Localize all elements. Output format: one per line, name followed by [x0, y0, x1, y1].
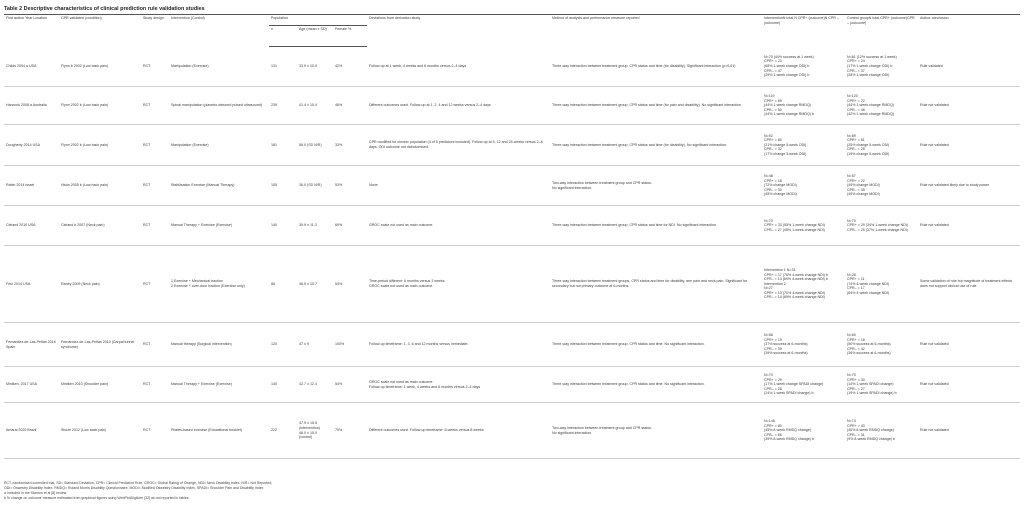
header-intervention: Intervention (Control): [169, 15, 269, 47]
cell-intervention-group: N=58 CPR+ = 19 (37% success at 6-months) CPR– = 39 (39% success at 6-months): [762, 323, 845, 367]
cell-method: Three-way interaction between treatment group, CPR status and time (for disability). No significant interaction.: [550, 125, 762, 166]
cell-control-group: N=120 CPR+ = 72 (44% 1-week change RMDQ) CPR– = 48 (42% 1-week change RMDQ): [845, 87, 918, 125]
header-conclusion: Author conclusion: [918, 15, 1020, 47]
cell-conclusion: Rule not validated likely due to study power: [918, 166, 1020, 206]
cell-age: 47.9 ± 15.5 (intervention) 48.0 ± 15.0 (control): [297, 403, 333, 459]
cell-deviations: GROC scale not used as main outcome. Follow-up timeframe: 1 week, 4 weeks and 6 months versus 2–4 days: [367, 367, 550, 403]
cell-intervention-group: N=148 CPR+ = 80 (45% 8-week RMDQ change) CPR– = 66 (39% 8-week RMDQ change) b: [762, 403, 845, 459]
cell-control-group: N=70 CPR+ = 29 (34% 1-week change NDI) CPR– = 25 (37% 1-week change NDI): [845, 206, 918, 246]
cell-intervention: Manipulation (Exercise): [169, 47, 269, 87]
cell-author: Amaral 2020 Brazil: [4, 403, 59, 459]
cell-design: RCT: [141, 323, 169, 367]
cell-author: Mintken, 2017 USA: [4, 367, 59, 403]
cell-age: 56.0 (SD N/R): [297, 125, 333, 166]
cell-design: RCT: [141, 47, 169, 87]
cell-design: RCT: [141, 87, 169, 125]
cell-design: RCT: [141, 206, 169, 246]
table-footnotes: [4, 481, 1020, 501]
cell-age: 33.9 ± 10.9: [297, 47, 333, 87]
cell-design: RCT: [141, 246, 169, 323]
cell-age: 46.9 ± 10.7: [297, 246, 333, 323]
cell-deviations: CPR modified for chronic population (4 of 5 predictors included). Follow-up at 5, 12 and 24-weeks versus 2–8 days. ODI outcome not dichotomised.: [367, 125, 550, 166]
cell-author: Fritz 2014 USA: [4, 246, 59, 323]
cell-intervention-group: N=70 (44% success at 1 week) CPR+ = 23 (68% 1-week change ODI) b CPR– = 47 (29% 1-week change ODI) b: [762, 47, 845, 87]
cell-cpr: Raney 2009 (Neck pain): [59, 246, 141, 323]
cell-cpr: Flynn b 2002 (Low back pain): [59, 47, 141, 87]
cell-intervention-group: N=70 CPR+ = 33 (55% 1-week change NDI) CPR– = 27 (45% 1-week change NDI): [762, 206, 845, 246]
cell-author: Dougherty 2014 USA: [4, 125, 59, 166]
cell-control-group: N=89 CPR+ = 61 (25% change 5-week ODI) CPR– = 28 (19% change 5-week ODI): [845, 125, 918, 166]
cell-female: 100%: [333, 323, 367, 367]
table-body: [4, 47, 1020, 459]
cell-deviations: Time-period different: 6 months versus 3 weeks. GROC scale not used as main outcome.: [367, 246, 550, 323]
cell-n: 140: [269, 206, 297, 246]
cell-deviations: Different outcomes used. Follow-up timeframe: 6-weeks versus 8 weeks: [367, 403, 550, 459]
table-row: [4, 87, 1020, 125]
cell-intervention-group: N=119 CPR+ = 69 (44% 1-week change RMDQ) CPR– = 50 (44% 1-week change RMDQ) b: [762, 87, 845, 125]
table-row: [4, 166, 1020, 206]
table-row: [4, 367, 1020, 403]
header-population: Population: [269, 15, 367, 26]
cell-cpr: Fernández-de-Las-Peñas 2010 (Carpal tunnel syndrome): [59, 323, 141, 367]
footnote: a Included in the Stanton et al [8] review: [4, 491, 67, 495]
cell-intervention: Manipulation (Exercise): [169, 125, 269, 166]
cell-intervention-group: N=70 CPR+ = 29 (17% 1-week change SPADI change) CPR– = 28 (24% 1-week SPADI change) b: [762, 367, 845, 403]
cell-author: Rabin 2014 Israel: [4, 166, 59, 206]
header-female: Female %: [333, 26, 367, 47]
cell-female: 69%: [333, 206, 367, 246]
header-intervention-group: InterventionN total,N CPR+ (outcome)N CPR – (outcome): [762, 15, 845, 47]
cell-female: 54%: [333, 246, 367, 323]
cell-cpr: Flynn 2002 b (Low back pain): [59, 125, 141, 166]
table-head: [4, 15, 1020, 47]
table-row: [4, 47, 1020, 87]
table-row: [4, 125, 1020, 166]
cell-cpr: Mintken 2010 (Shoulder pain): [59, 367, 141, 403]
table-caption: Table 2 Descriptive characteristics of clinical prediction rule validation studies: [4, 6, 205, 12]
header-author: First author Year Location: [4, 15, 59, 47]
cell-conclusion: Rule not validated: [918, 87, 1020, 125]
cell-intervention: 1 Exercise + Mechanical traction 2 Exercise + over-door traction (Exercise only): [169, 246, 269, 323]
cell-author: Cleland 2010 USA: [4, 206, 59, 246]
header-method: Method of analysis and performance measure reported: [550, 15, 762, 47]
cell-design: RCT: [141, 403, 169, 459]
cell-design: RCT: [141, 367, 169, 403]
table-row: [4, 246, 1020, 323]
cell-conclusion: Rule validated: [918, 47, 1020, 87]
cell-design: RCT: [141, 125, 169, 166]
cell-n: 131: [269, 47, 297, 87]
cell-female: 53%: [333, 166, 367, 206]
cell-n: 120: [269, 323, 297, 367]
cell-deviations: GROC scale not used as main outcome.: [367, 206, 550, 246]
cell-n: 239: [269, 87, 297, 125]
validation-studies-table: [4, 14, 1020, 459]
cell-female: 42%: [333, 47, 367, 87]
cell-intervention-group: N=92 CPR+ = 60 (21% change 5-week ODI) CPR– = 32 (17% change 5-week ODI): [762, 125, 845, 166]
cell-conclusion: Rule not validated: [918, 206, 1020, 246]
cell-control-group: N=74 CPR+ = 43 (40% 8-week RMDQ change) CPR– = 31 (9% 8-week RMDQ change) b: [845, 403, 918, 459]
cell-intervention: Pilates-based exercise (Educational booklet): [169, 403, 269, 459]
cell-conclusion: Rule not validated: [918, 403, 1020, 459]
cell-design: RCT: [141, 166, 169, 206]
cell-n: 222: [269, 403, 297, 459]
table-row: [4, 403, 1020, 459]
footnote: b % change on outcome measure estimated from graphical figures using WebPlotDigitizer [32] as not reported in tables.: [4, 496, 190, 500]
cell-deviations: None: [367, 166, 550, 206]
cell-control-group: N=57 CPR+ = 22 (49% change MODI) CPR– = 35 (49% change MODI): [845, 166, 918, 206]
cell-intervention-group: N=48 CPR+ = 18 (72% change MODI) CPR– = 30 (45% change MODI): [762, 166, 845, 206]
cell-deviations: Follow-up timeframe: 1, 3, 6 and 12 months versus immediate.: [367, 323, 550, 367]
cell-n: 105: [269, 166, 297, 206]
cell-cpr: Flynn 2002 b (Low back pain): [59, 87, 141, 125]
cell-conclusion: Rule not validated: [918, 367, 1020, 403]
cell-intervention-group: Intervention 1 N=31 CPR+ = 17 (76% 4-week change NDI) b CPR– = 14 (69% 4-week change NDI) b Intervention 2 N=27 CPR+ = 13 (70% 4-week change NDI) CPR– = 14 (69% 4-week change NDI): [762, 246, 845, 323]
cell-method: Three-way interaction between treatment group, CPR status and time. No significant interaction.: [550, 367, 762, 403]
cell-control-group: N=28 CPR+ = 11 (74% 4-week change NDI) CPR– = 17 (64% 4-week change NDI): [845, 246, 918, 323]
cell-cpr: Cleland b 2007 (Neck pain): [59, 206, 141, 246]
cell-intervention: Spinal manipulation (placebo-detuned pulsed ultrasound): [169, 87, 269, 125]
header-deviations: Deviations from derivation study: [367, 15, 550, 47]
cell-author: Childs 2004 a USA: [4, 47, 59, 87]
cell-author: Fernández-de-Las-Peñas 2016 Spain: [4, 323, 59, 367]
cell-method: Three-way interaction between treatment groups, CPR status and time for disability, arm pain and neck pain. Significant for secondary but not primary outcome at 6-months.: [550, 246, 762, 323]
header-age: Age (mean ± SD): [297, 26, 333, 47]
cell-n: 181: [269, 125, 297, 166]
cell-cpr: Stolze 2012 (Low back pain): [59, 403, 141, 459]
cell-age: 47 ± 9: [297, 323, 333, 367]
header-control-group: Control groupN total,CPR+ (outcome)CPR – (outcome): [845, 15, 918, 47]
cell-control-group: N=60 CPR+ = 18 (50% success at 6-months) CPR– = 42 (36% success at 6-months): [845, 323, 918, 367]
cell-female: 75%: [333, 403, 367, 459]
cell-n: 86: [269, 246, 297, 323]
cell-female: 54%: [333, 367, 367, 403]
cell-female: 46%: [333, 87, 367, 125]
cell-age: 39.9 ± 11.3: [297, 206, 333, 246]
table-row: [4, 323, 1020, 367]
cell-intervention: Manual Therapy + Exercise (Exercise): [169, 367, 269, 403]
cell-female: 33%: [333, 125, 367, 166]
cell-conclusion: Some validation of rule but magnitude of treatment effects does not support clinical use of rule.: [918, 246, 1020, 323]
cell-method: Three-way interaction between treatment group, CPR status and time (for disability). Significant interaction (p<0.01): [550, 47, 762, 87]
footnote: RCT=randomised controlled trial, SD= Standard Deviation, CPR= Clinical Prediction Rule, GROC= Global Rating of Change, NDI= Neck Disability Index, N/R= Not Reported,: [4, 481, 273, 485]
cell-intervention: Manual Therapy + Exercise (Exercise): [169, 206, 269, 246]
cell-control-group: N=70 CPR+ = 30 (14% 1-week SPADI change) CPR– = 27 (19% 1-week SPADI change) b: [845, 367, 918, 403]
table-row: [4, 206, 1020, 246]
cell-deviations: Follow-up at 1 week, 4 weeks and 6 months versus 2–4 days: [367, 47, 550, 87]
header-n: n: [269, 26, 297, 47]
cell-age: 36.0 (SD N/R): [297, 166, 333, 206]
cell-intervention: Manual therapy (Surgical intervention): [169, 323, 269, 367]
cell-method: Three-way interaction between treatment group, CPR status and time for NDI. No significant interaction.: [550, 206, 762, 246]
cell-method: Three-way interaction between treatment group, CPR status and time (for pain and disability). No significant interaction.: [550, 87, 762, 125]
cell-control-group: N=61 (12% success at 1 week) CPR+ = 24 (17% 1-week change ODI) b CPR– = 37 (28% 1-week change ODI): [845, 47, 918, 87]
cell-n: 140: [269, 367, 297, 403]
cell-age: 42.7 ± 12.4: [297, 367, 333, 403]
header-design: Study design: [141, 15, 169, 47]
footnote: ODI= Oswestry Disability Index, RMDQ= Roland Morris Disability Questionnaire, MODI= Modified Oswestry Disability Index, SPADI= Shoulder Pain and Disability Index: [4, 486, 264, 490]
cell-deviations: Different outcomes used. Follow-up at 1, 2, 4 and 12 weeks versus 2–4 days: [367, 87, 550, 125]
cell-conclusion: Rule not validated: [918, 125, 1020, 166]
header-cpr: CPR validated (condition): [59, 15, 141, 47]
cell-intervention: Stabilisation Exercise (Manual Therapy): [169, 166, 269, 206]
cell-conclusion: Rule not validated: [918, 323, 1020, 367]
cell-method: Two-way interaction between treatment group and CPR status. No significant interaction.: [550, 166, 762, 206]
cell-author: Hancock 2008 a Australia: [4, 87, 59, 125]
cell-age: 41.4 ± 15.4: [297, 87, 333, 125]
cell-method: Two-way interaction between treatment group and CPR status. No significant interaction.: [550, 403, 762, 459]
cell-cpr: Hicks 2005 b (Low back pain): [59, 166, 141, 206]
cell-method: Three-way interaction between treatment group, CPR status and time. No significant interaction.: [550, 323, 762, 367]
